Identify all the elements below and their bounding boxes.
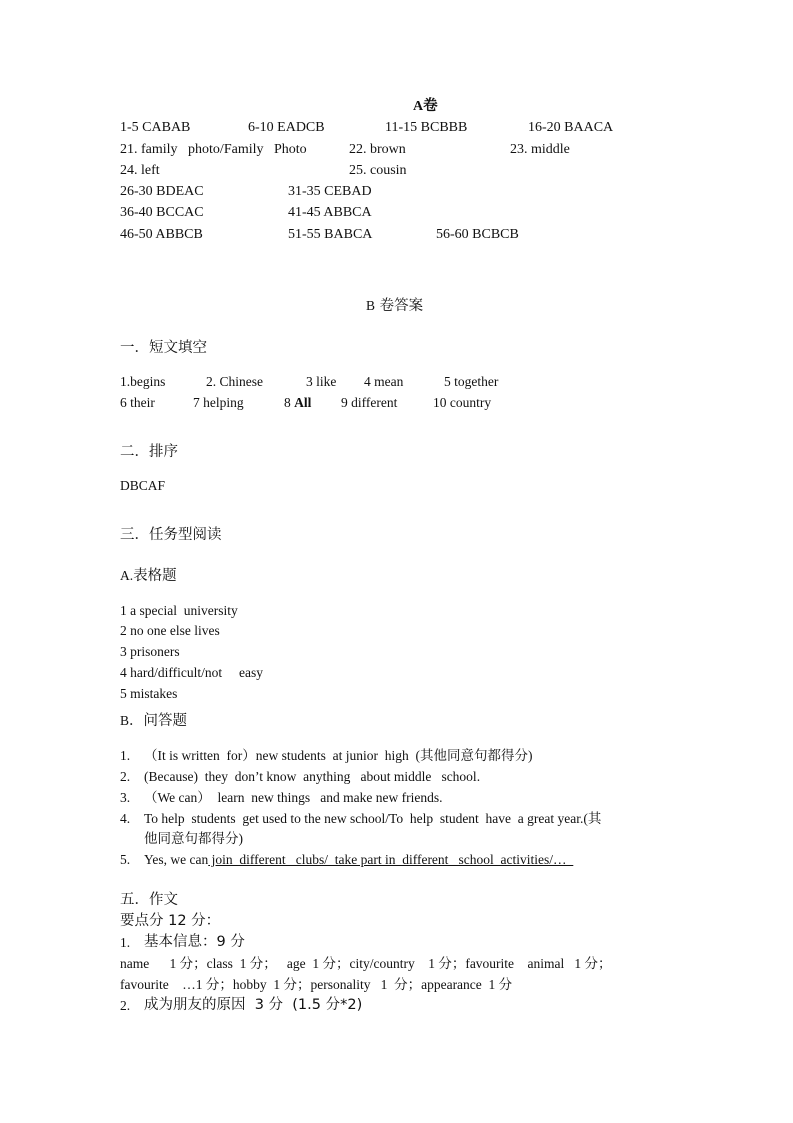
essay-item: 成为朋友的原因 3 分 (1.5 分*2) bbox=[144, 997, 363, 1013]
points-total: 要点分 12 分： bbox=[120, 913, 221, 929]
table-answer: 3 prisoners bbox=[120, 644, 180, 659]
table-answer: 2 no one else lives bbox=[120, 623, 220, 638]
qa-number: 4. bbox=[120, 811, 131, 826]
answer-cell: 25. cousin bbox=[349, 163, 407, 178]
qa-answer: （It is written for）new students at junior high (其他同意句都得分) bbox=[144, 748, 533, 763]
answer-cell: 22. brown bbox=[349, 142, 406, 157]
blank-answer: 5 together bbox=[444, 374, 499, 389]
qa-answer-continued: 他同意句都得分) bbox=[144, 831, 243, 846]
qa-number: 3. bbox=[120, 790, 131, 805]
part3-heading: 三．任务型阅读 bbox=[120, 527, 222, 543]
answer-cell: 21. family photo/Family Photo bbox=[120, 142, 307, 157]
qa-answer: （We can） learn new things and make new friends. bbox=[144, 790, 443, 805]
blank-answer: 10 country bbox=[433, 395, 492, 410]
essay-item: 基本信息：9 分 bbox=[144, 934, 245, 950]
table-question-heading: A.表格题 bbox=[120, 568, 177, 584]
qa-number: 5. bbox=[120, 852, 131, 867]
answer-cell: 1-5 CABAB bbox=[120, 120, 191, 135]
part5-heading: 五．作文 bbox=[120, 892, 178, 908]
blank-answer: 1.begins bbox=[120, 374, 166, 389]
answer-cell: 41-45 ABBCA bbox=[288, 205, 372, 220]
qa-answer: (Because) they don’t know anything about middle school. bbox=[144, 769, 481, 784]
part1-heading: 一．短文填空 bbox=[120, 340, 207, 356]
answer-cell: 51-55 BABCA bbox=[288, 227, 373, 242]
blank-answer: 4 mean bbox=[364, 374, 404, 389]
section-a-title: A卷 bbox=[413, 98, 438, 114]
part2-heading: 二．排序 bbox=[120, 444, 178, 460]
blank-answer: 3 like bbox=[306, 374, 337, 389]
blank-answer: 8 All bbox=[284, 395, 312, 410]
answer-cell: 31-35 CEBAD bbox=[288, 184, 372, 199]
qa-number: 2. bbox=[120, 769, 131, 784]
answer-cell: 56-60 BCBCB bbox=[436, 227, 519, 242]
qa-number: 1. bbox=[120, 748, 131, 763]
table-answer: 4 hard/difficult/not easy bbox=[120, 665, 263, 680]
scoring-line: name 1 分；class 1 分； age 1 分；city/country 1 分；favourite animal 1 分； bbox=[120, 956, 612, 971]
blank-answer: 9 different bbox=[341, 395, 398, 410]
section-b-title: B 卷答案 bbox=[366, 298, 424, 314]
blank-answer: 6 their bbox=[120, 395, 155, 410]
qa-answer: Yes, we can join different clubs/ take part in different school activities/… bbox=[144, 852, 574, 867]
answer-cell: 23. middle bbox=[510, 142, 570, 157]
essay-item-number: 1. bbox=[120, 935, 131, 950]
table-answer: 1 a special university bbox=[120, 603, 238, 618]
answer-cell: 36-40 BCCAC bbox=[120, 205, 204, 220]
blank-answer: 2. Chinese bbox=[206, 374, 263, 389]
qa-heading: B．问答题 bbox=[120, 713, 188, 729]
answer-cell: 11-15 BCBBB bbox=[385, 120, 468, 135]
answer-cell: 16-20 BAACA bbox=[528, 120, 614, 135]
essay-item-number: 2. bbox=[120, 998, 131, 1013]
answer-cell: 46-50 ABBCB bbox=[120, 227, 203, 242]
table-answer: 5 mistakes bbox=[120, 686, 178, 701]
ordering-answer: DBCAF bbox=[120, 478, 166, 493]
blank-answer: 7 helping bbox=[193, 395, 244, 410]
answer-cell: 24. left bbox=[120, 163, 160, 178]
answer-cell: 6-10 EADCB bbox=[248, 120, 325, 135]
answer-cell: 26-30 BDEAC bbox=[120, 184, 204, 199]
qa-answer: To help students get used to the new school/To help student have a great year.(其 bbox=[144, 811, 602, 826]
scoring-line: favourite …1 分；hobby 1 分；personality 1 分；appearance 1 分 bbox=[120, 977, 513, 992]
